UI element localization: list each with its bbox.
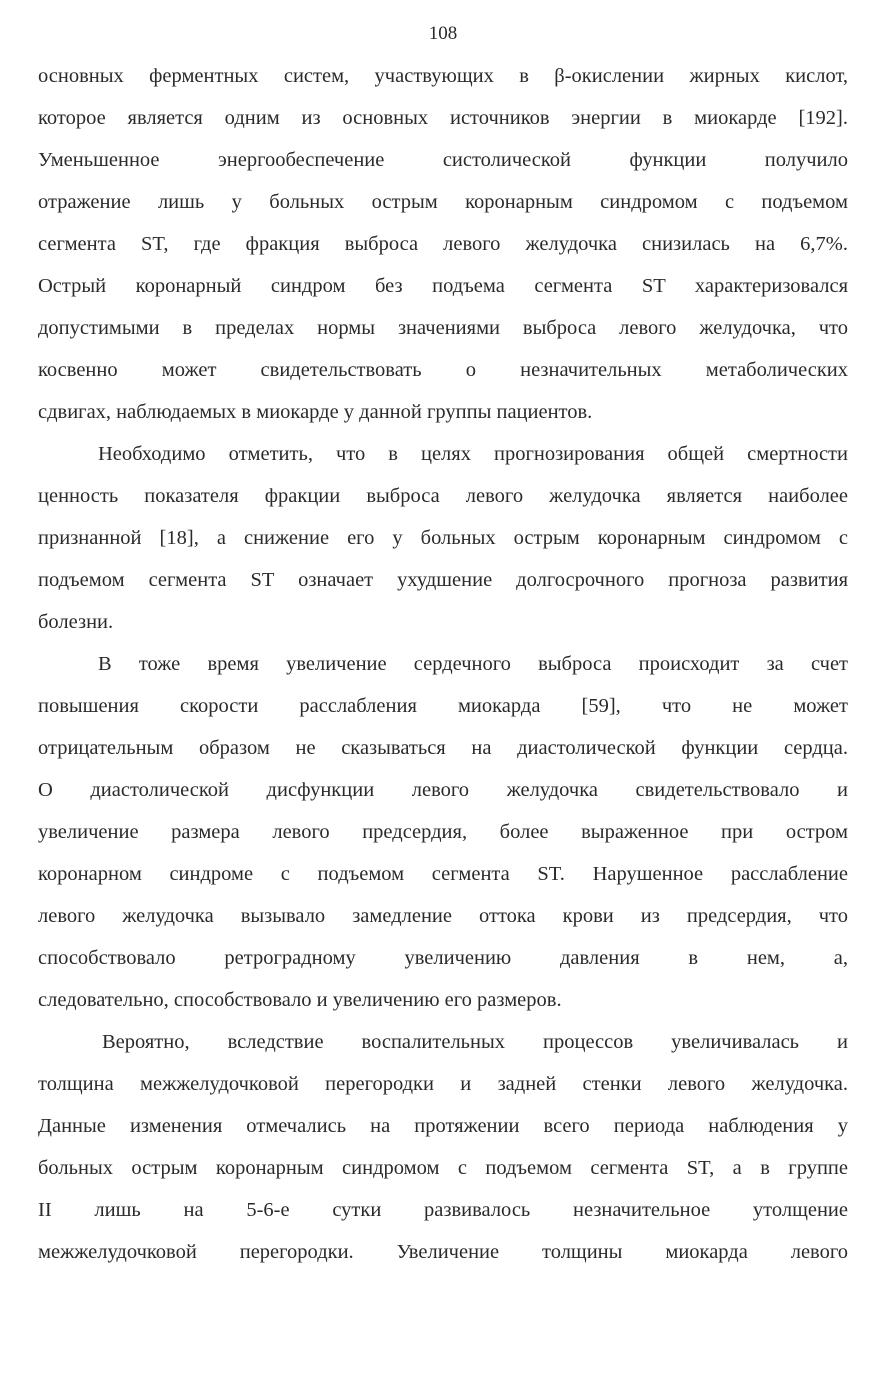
text-line: отрицательным образом не сказываться на диастолической функции сердца. — [38, 737, 848, 759]
paragraph-1 — [38, 55, 848, 433]
text-line: Острый коронарный синдром без подъема сегмента ST характеризовался — [38, 275, 848, 297]
text-line: II лишь на 5-6-е сутки развивалось незначительное утолщение — [38, 1199, 848, 1221]
text-line: которое является одним из основных источников энергии в миокарде [192]. — [38, 107, 848, 129]
text-line: допустимыми в пределах нормы значениями выброса левого желудочка, что — [38, 317, 848, 339]
text-line: левого желудочка вызывало замедление оттока крови из предсердия, что — [38, 905, 848, 927]
text-line: Необходимо отметить, что в целях прогнозирования общей смертности — [98, 443, 848, 465]
paragraph-3 — [38, 643, 848, 1021]
text-line: косвенно может свидетельствовать о незначительных метаболических — [38, 359, 848, 381]
text-line: увеличение размера левого предсердия, более выраженное при остром — [38, 821, 848, 843]
text-line: межжелудочковой перегородки. Увеличение толщины миокарда левого — [38, 1241, 848, 1263]
text-line: Вероятно, вследствие воспалительных процессов увеличивалась и — [102, 1031, 848, 1053]
text-line: основных ферментных систем, участвующих в β-окислении жирных кислот, — [38, 65, 848, 87]
body-text — [38, 55, 848, 1273]
text-line: болезни. — [38, 611, 114, 633]
text-line: О диастолической дисфункции левого желудочка свидетельствовало и — [38, 779, 848, 801]
text-line: повышения скорости расслабления миокарда [59], что не может — [38, 695, 848, 717]
paragraph-4 — [38, 1021, 848, 1273]
paragraph-2 — [38, 433, 848, 643]
text-line: подъемом сегмента ST означает ухудшение долгосрочного прогноза развития — [38, 569, 848, 591]
text-line: толщина межжелудочковой перегородки и задней стенки левого желудочка. — [38, 1073, 848, 1095]
text-line: коронарном синдроме с подъемом сегмента ST. Нарушенное расслабление — [38, 863, 848, 885]
text-line: способствовало ретроградному увеличению давления в нем, а, — [38, 947, 848, 969]
text-line: ценность показателя фракции выброса левого желудочка является наиболее — [38, 485, 848, 507]
text-line: следовательно, способствовало и увеличению его размеров. — [38, 989, 562, 1011]
text-line: больных острым коронарным синдромом с подъемом сегмента ST, а в группе — [38, 1157, 848, 1179]
text-line: Уменьшенное энергообеспечение систолической функции получило — [38, 149, 848, 171]
page-number: 108 — [428, 23, 458, 44]
text-line: В тоже время увеличение сердечного выброса происходит за счет — [98, 653, 848, 675]
text-line: отражение лишь у больных острым коронарным синдромом с подъемом — [38, 191, 848, 213]
text-line: сдвигах, наблюдаемых в миокарде у данной группы пациентов. — [38, 401, 593, 423]
text-line: признанной [18], а снижение его у больных острым коронарным синдромом с — [38, 527, 848, 549]
text-line: Данные изменения отмечались на протяжении всего периода наблюдения у — [38, 1115, 848, 1137]
text-line: сегмента ST, где фракция выброса левого желудочка снизилась на 6,7%. — [38, 233, 848, 255]
